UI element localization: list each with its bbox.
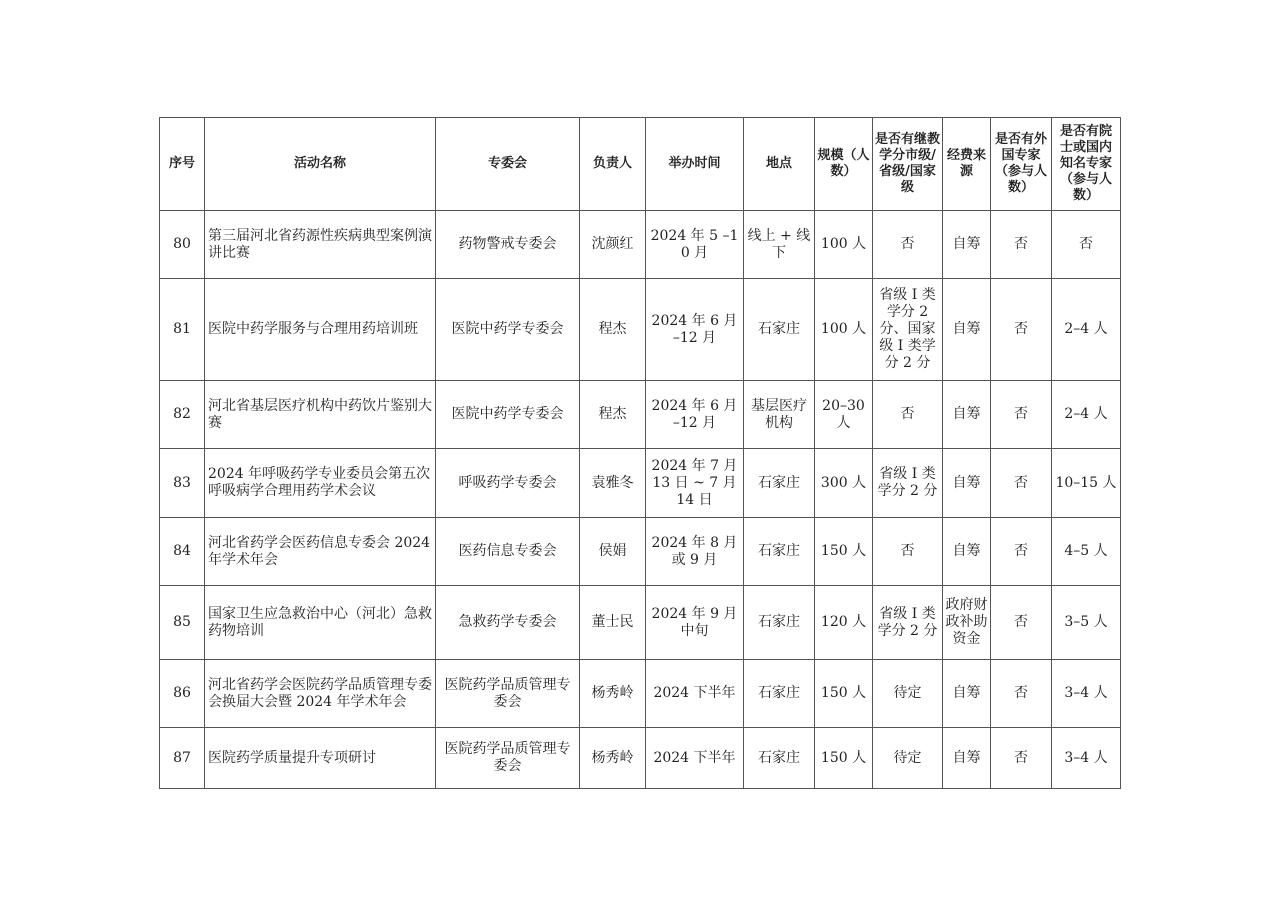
cell-scale: 100 人 <box>815 211 873 279</box>
cell-expert: 3–4 人 <box>1052 660 1121 728</box>
cell-committee: 呼吸药学专委会 <box>436 449 580 518</box>
cell-foreign: 否 <box>991 586 1052 660</box>
header-time: 举办时间 <box>646 118 744 211</box>
cell-credit: 否 <box>873 381 943 449</box>
table-row <box>160 660 1121 728</box>
cell-place: 石家庄 <box>744 586 815 660</box>
cell-expert: 2–4 人 <box>1052 279 1121 381</box>
cell-scale: 150 人 <box>815 660 873 728</box>
cell-funding: 自筹 <box>943 279 991 381</box>
cell-person: 袁雅冬 <box>580 449 646 518</box>
cell-name: 河北省药学会医院药学品质管理专委会换届大会暨 2024 年学术年会 <box>205 660 436 728</box>
cell-expert: 3–5 人 <box>1052 586 1121 660</box>
cell-place: 线上 + 线下 <box>744 211 815 279</box>
cell-funding: 自筹 <box>943 728 991 789</box>
header-person: 负责人 <box>580 118 646 211</box>
cell-person: 侯娟 <box>580 518 646 586</box>
cell-foreign: 否 <box>991 279 1052 381</box>
cell-foreign: 否 <box>991 381 1052 449</box>
cell-person: 程杰 <box>580 381 646 449</box>
cell-person: 沈颜红 <box>580 211 646 279</box>
activity-table <box>159 117 1121 789</box>
cell-funding: 自筹 <box>943 449 991 518</box>
cell-time: 2024 年 9 月中旬 <box>646 586 744 660</box>
cell-seq: 80 <box>160 211 205 279</box>
header-expert: 是否有院士或国内知名专家（参与人数） <box>1052 118 1121 211</box>
cell-name: 医院药学质量提升专项研讨 <box>205 728 436 789</box>
cell-credit: 待定 <box>873 660 943 728</box>
cell-seq: 81 <box>160 279 205 381</box>
header-funding: 经费来源 <box>943 118 991 211</box>
cell-foreign: 否 <box>991 728 1052 789</box>
cell-place: 石家庄 <box>744 279 815 381</box>
cell-committee: 医院药学品质管理专委会 <box>436 660 580 728</box>
table-row <box>160 586 1121 660</box>
cell-committee: 医院中药学专委会 <box>436 279 580 381</box>
cell-foreign: 否 <box>991 449 1052 518</box>
cell-scale: 300 人 <box>815 449 873 518</box>
table-row <box>160 518 1121 586</box>
cell-time: 2024 下半年 <box>646 660 744 728</box>
cell-scale: 120 人 <box>815 586 873 660</box>
header-committee: 专委会 <box>436 118 580 211</box>
cell-funding: 自筹 <box>943 518 991 586</box>
cell-place: 石家庄 <box>744 518 815 586</box>
cell-scale: 100 人 <box>815 279 873 381</box>
cell-person: 杨秀岭 <box>580 660 646 728</box>
header-scale: 规模（人数） <box>815 118 873 211</box>
cell-committee: 医院中药学专委会 <box>436 381 580 449</box>
cell-funding: 自筹 <box>943 211 991 279</box>
cell-time: 2024 年 6 月 –12 月 <box>646 279 744 381</box>
cell-expert: 否 <box>1052 211 1121 279</box>
table-row <box>160 381 1121 449</box>
cell-place: 石家庄 <box>744 728 815 789</box>
cell-scale: 150 人 <box>815 728 873 789</box>
cell-seq: 85 <box>160 586 205 660</box>
cell-person: 董士民 <box>580 586 646 660</box>
cell-name: 医院中药学服务与合理用药培训班 <box>205 279 436 381</box>
cell-place: 石家庄 <box>744 449 815 518</box>
cell-name: 河北省基层医疗机构中药饮片鉴别大赛 <box>205 381 436 449</box>
cell-place: 石家庄 <box>744 660 815 728</box>
cell-time: 2024 下半年 <box>646 728 744 789</box>
cell-foreign: 否 <box>991 518 1052 586</box>
cell-credit: 省级 I 类学分 2 分、国家级 I 类学分 2 分 <box>873 279 943 381</box>
cell-place: 基层医疗机构 <box>744 381 815 449</box>
cell-committee: 药物警戒专委会 <box>436 211 580 279</box>
cell-scale: 20–30 人 <box>815 381 873 449</box>
header-place: 地点 <box>744 118 815 211</box>
table-row <box>160 279 1121 381</box>
cell-name: 河北省药学会医药信息专委会 2024 年学术年会 <box>205 518 436 586</box>
header-name: 活动名称 <box>205 118 436 211</box>
cell-time: 2024 年 8 月或 9 月 <box>646 518 744 586</box>
header-credit: 是否有继教学分市级/省级/国家级 <box>873 118 943 211</box>
cell-expert: 2–4 人 <box>1052 381 1121 449</box>
cell-credit: 省级 I 类学分 2 分 <box>873 586 943 660</box>
cell-time: 2024 年 6 月 –12 月 <box>646 381 744 449</box>
cell-person: 程杰 <box>580 279 646 381</box>
cell-funding: 政府财政补助资金 <box>943 586 991 660</box>
cell-expert: 4–5 人 <box>1052 518 1121 586</box>
cell-seq: 83 <box>160 449 205 518</box>
cell-foreign: 否 <box>991 660 1052 728</box>
table-row <box>160 728 1121 789</box>
table-row <box>160 449 1121 518</box>
cell-seq: 86 <box>160 660 205 728</box>
cell-credit: 待定 <box>873 728 943 789</box>
cell-scale: 150 人 <box>815 518 873 586</box>
header-row <box>160 118 1121 211</box>
header-seq: 序号 <box>160 118 205 211</box>
cell-seq: 82 <box>160 381 205 449</box>
cell-seq: 87 <box>160 728 205 789</box>
cell-credit: 否 <box>873 211 943 279</box>
cell-foreign: 否 <box>991 211 1052 279</box>
cell-committee: 医药信息专委会 <box>436 518 580 586</box>
cell-expert: 3–4 人 <box>1052 728 1121 789</box>
cell-committee: 医院药学品质管理专委会 <box>436 728 580 789</box>
cell-expert: 10–15 人 <box>1052 449 1121 518</box>
cell-name: 2024 年呼吸药学专业委员会第五次呼吸病学合理用药学术会议 <box>205 449 436 518</box>
cell-person: 杨秀岭 <box>580 728 646 789</box>
cell-time: 2024 年 5 –10 月 <box>646 211 744 279</box>
cell-name: 第三届河北省药源性疾病典型案例演讲比赛 <box>205 211 436 279</box>
cell-seq: 84 <box>160 518 205 586</box>
cell-credit: 否 <box>873 518 943 586</box>
header-foreign: 是否有外国专家（参与人数） <box>991 118 1052 211</box>
cell-committee: 急救药学专委会 <box>436 586 580 660</box>
cell-name: 国家卫生应急救治中心（河北）急救药物培训 <box>205 586 436 660</box>
cell-funding: 自筹 <box>943 381 991 449</box>
cell-credit: 省级 I 类学分 2 分 <box>873 449 943 518</box>
cell-time: 2024 年 7 月 13 日 ~ 7 月 14 日 <box>646 449 744 518</box>
table-row <box>160 211 1121 279</box>
cell-funding: 自筹 <box>943 660 991 728</box>
